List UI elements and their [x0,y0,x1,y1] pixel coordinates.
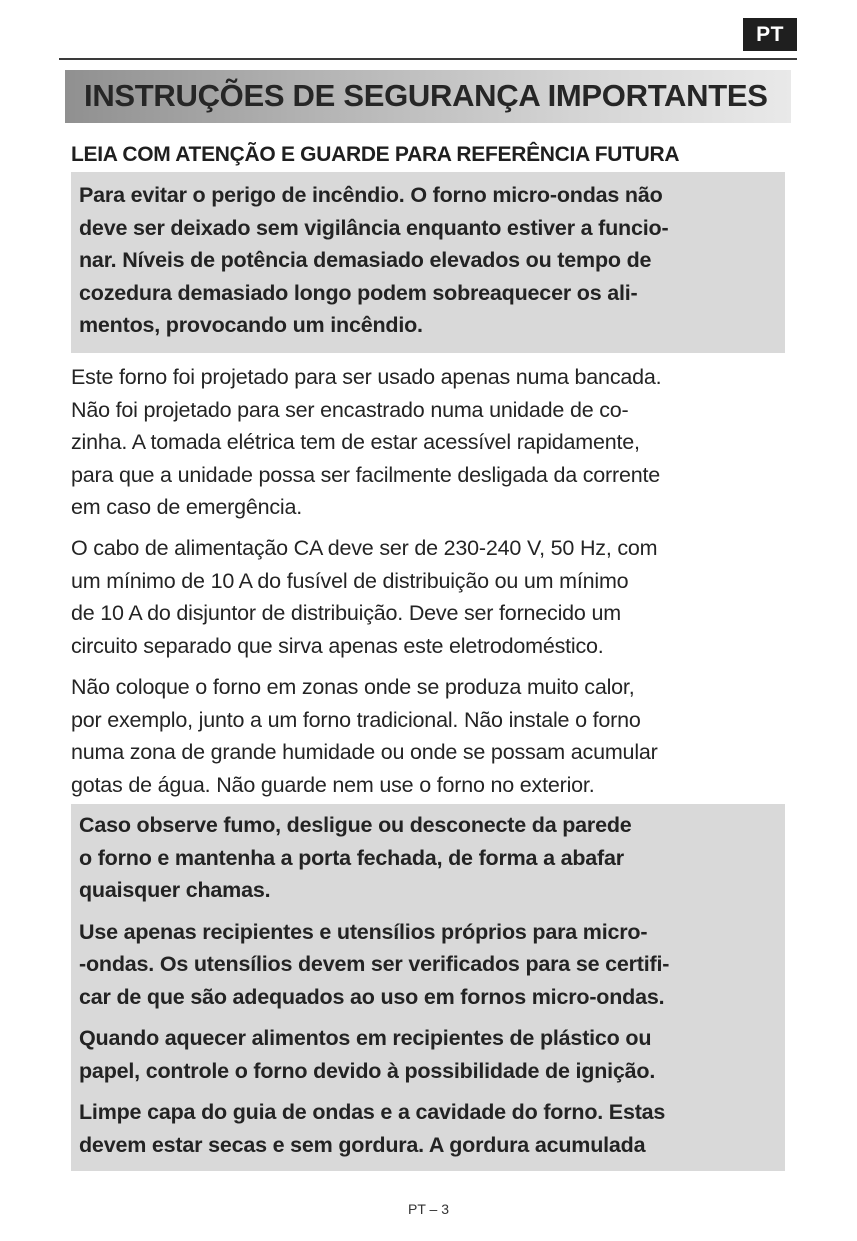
text-line: zinha. A tomada elétrica tem de estar acessível rapidamente, [71,430,640,454]
text-line: O cabo de alimentação CA deve ser de 230-240 V, 50 Hz, com [71,536,658,560]
text-line: car de que são adequados ao uso em fornos micro-ondas. [79,984,665,1009]
text-line: numa zona de grande humidade ou onde se possam acumular [71,740,658,764]
text-line: Não foi projetado para ser encastrado numa unidade de co- [71,397,629,422]
text-line: mentos, provocando um incêndio. [79,313,423,337]
warning-paragraph-utensils [79,916,777,1014]
text-line: deve ser deixado sem vigilância enquanto estiver a funcio- [79,215,669,240]
paragraph-placement [71,671,783,801]
text-line: o forno e mantenha a porta fechada, de forma a abafar [79,845,624,870]
paragraph-power-cable [71,532,783,662]
header-rule [59,58,797,60]
warning-paragraph-cleaning [79,1096,777,1161]
text-line: Use apenas recipientes e utensílios próprios para micro- [79,919,648,944]
text-line: circuito separado que sirva apenas este eletrodoméstico. [71,633,604,658]
text-line: Caso observe fumo, desligue ou desconecte da parede [79,813,632,837]
text-line: para que a unidade possa ser facilmente desligada da corrente [71,462,661,487]
text-line: -ondas. Os utensílios devem ser verificados para se certifi- [79,952,670,976]
text-line: um mínimo de 10 A do fusível de distribuição ou um mínimo [71,568,629,593]
subheading: LEIA COM ATENÇÃO E GUARDE PARA REFERÊNCIA FUTURA [71,143,680,166]
warning-block-usage [71,804,785,1171]
warning-block-fire [71,172,785,353]
paragraph-countertop-use [71,361,783,524]
text-line: Para evitar o perigo de incêndio. O forno micro-ondas não [79,183,663,207]
text-line: em caso de emergência. [71,495,303,519]
warning-paragraph-smoke [79,809,777,907]
text-line: por exemplo, junto a um forno tradicional. Não instale o forno [71,707,641,732]
language-badge: PT [743,18,797,51]
text-line: cozedura demasiado longo podem sobreaquecer os ali- [79,280,638,305]
text-line: quaisquer chamas. [79,878,271,902]
text-line: papel, controle o forno devido à possibilidade de ignição. [79,1058,656,1083]
text-line: Quando aquecer alimentos em recipientes de plástico ou [79,1026,652,1050]
text-line: Este forno foi projetado para ser usado apenas numa bancada. [71,365,662,389]
warning-paragraph [79,179,777,342]
text-line: Limpe capa do guia de ondas e a cavidade do forno. Estas [79,1100,666,1124]
text-line: nar. Níveis de potência demasiado elevados ou tempo de [79,248,652,272]
page-number: PT – 3 [408,1201,449,1217]
text-line: de 10 A do disjuntor de distribuição. Deve ser fornecido um [71,601,621,625]
text-line: gotas de água. Não guarde nem use o forno no exterior. [71,772,595,797]
text-line: Não coloque o forno em zonas onde se produza muito calor, [71,675,635,699]
page-title: INSTRUÇÕES DE SEGURANÇA IMPORTANTES [84,78,768,113]
text-line: devem estar secas e sem gordura. A gordura acumulada [79,1132,646,1157]
warning-paragraph-containers [79,1022,777,1087]
